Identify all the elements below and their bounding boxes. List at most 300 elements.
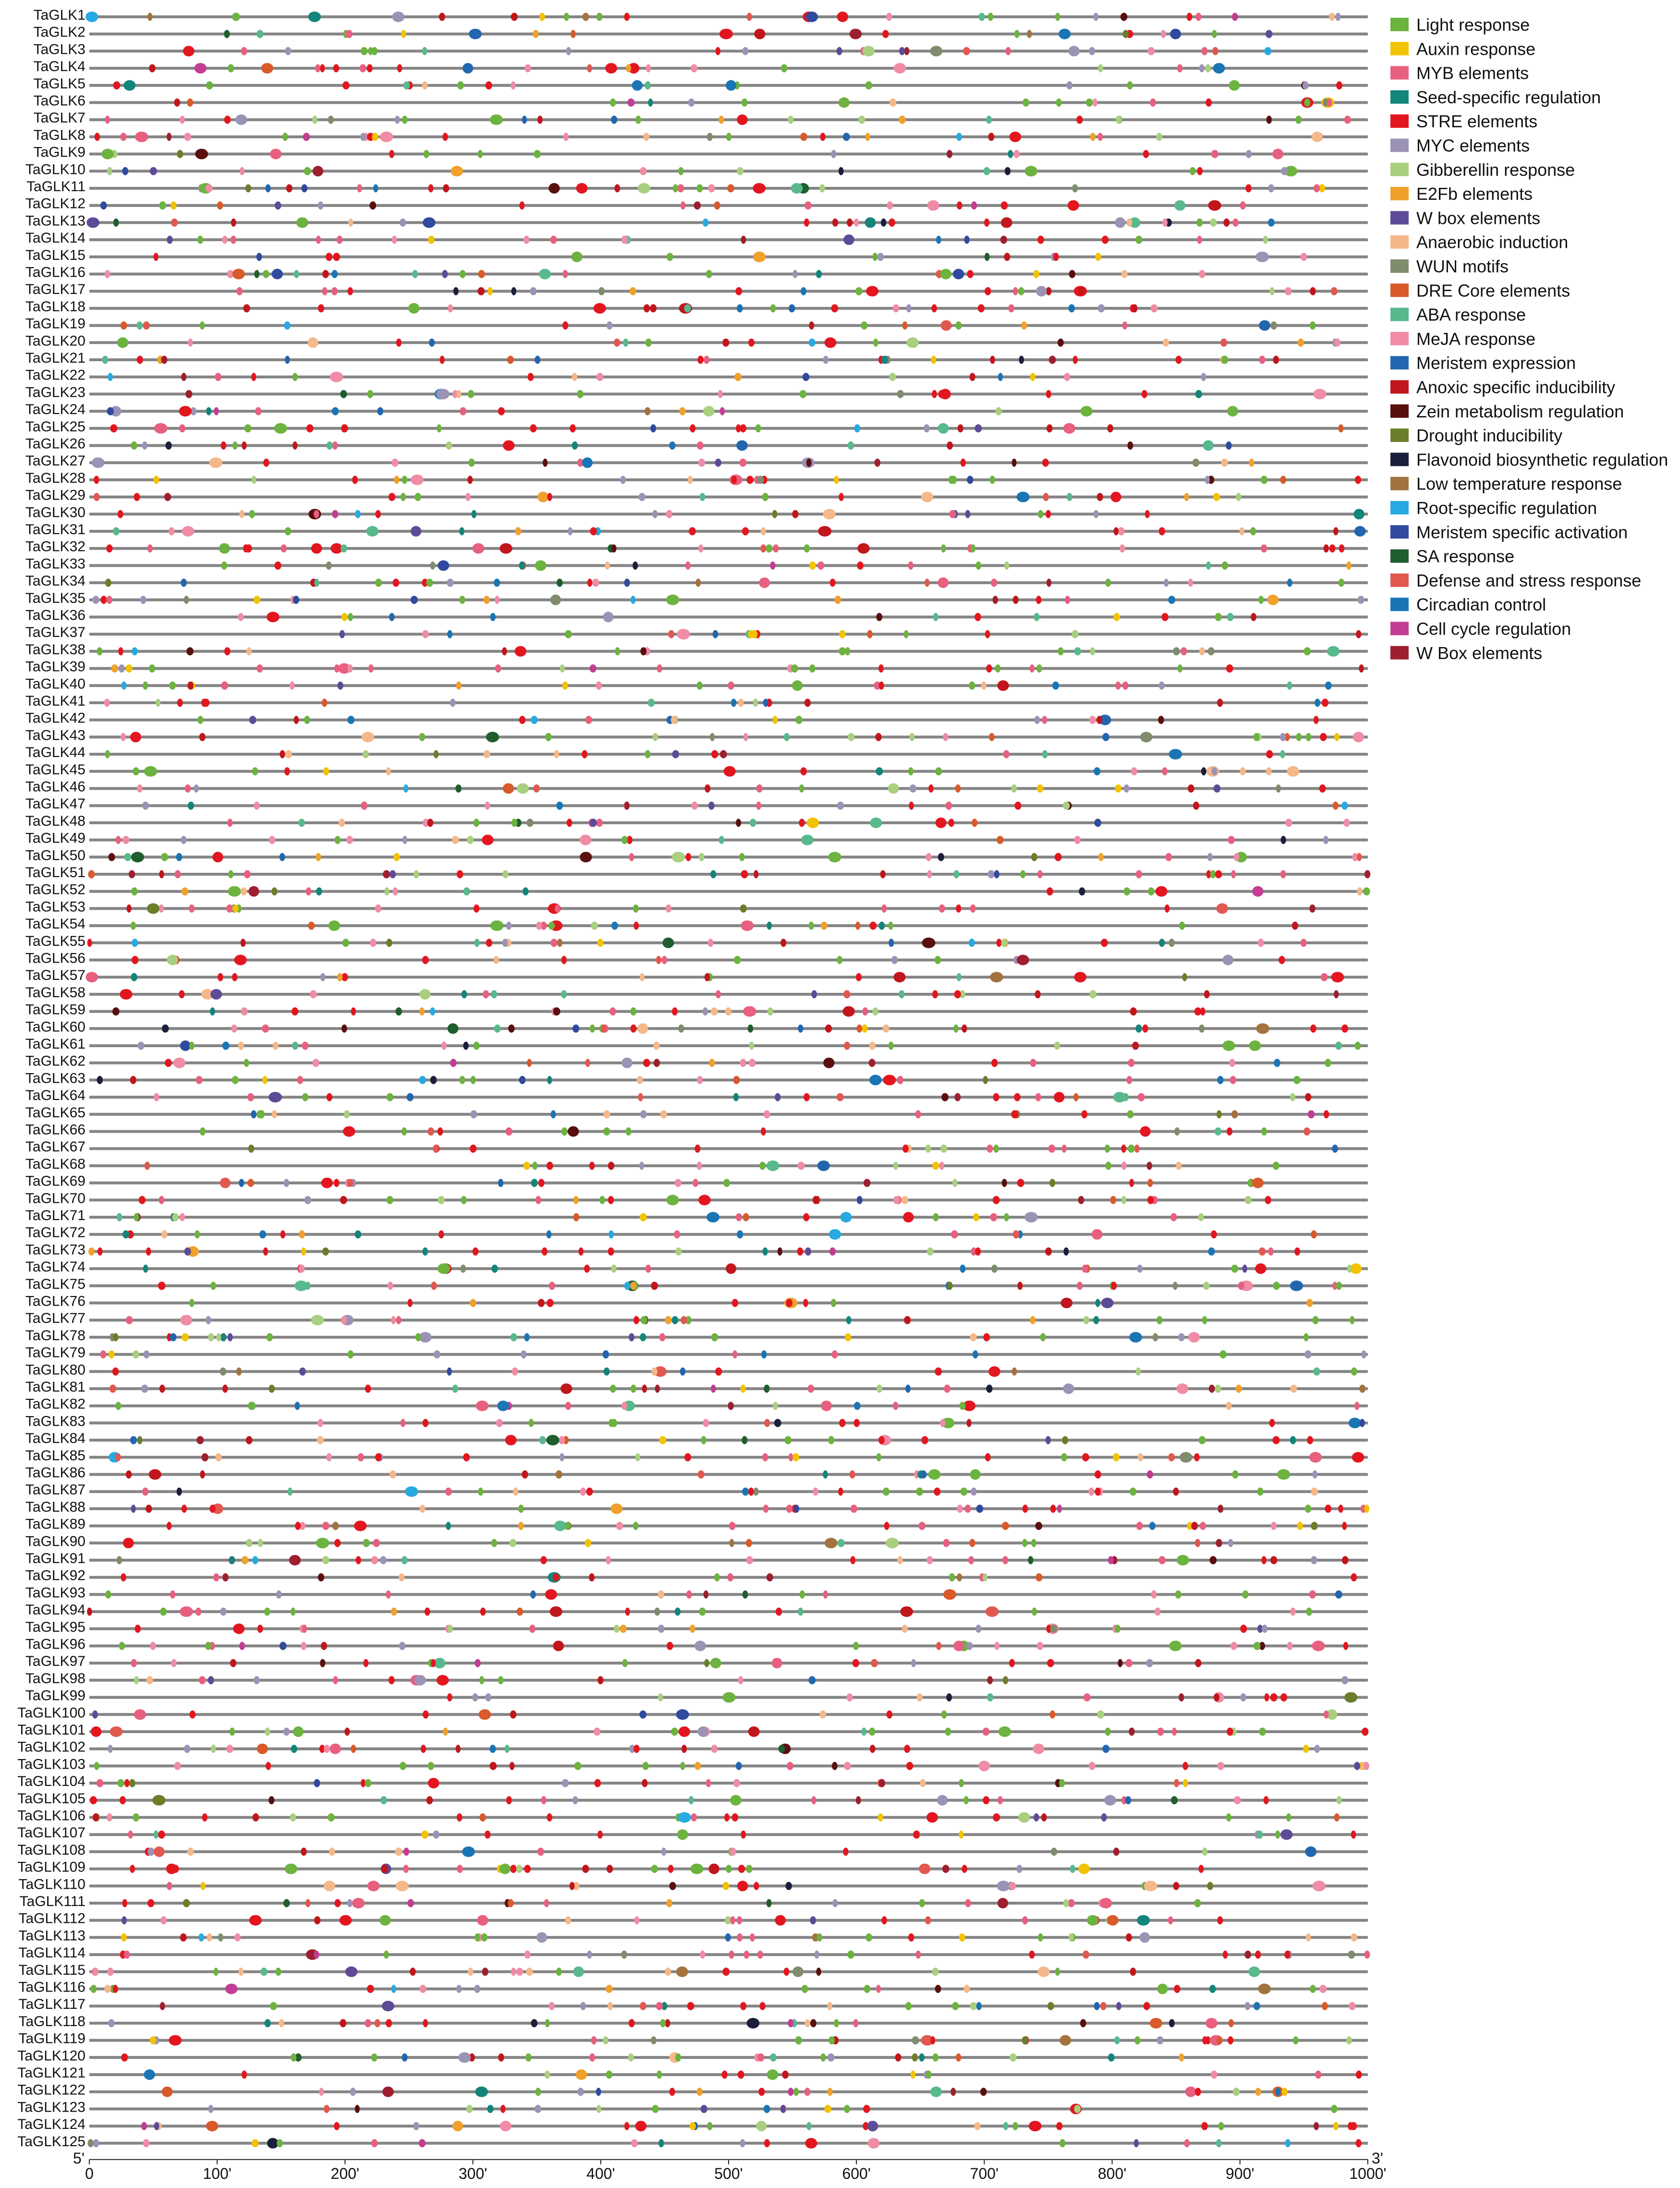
legend-label: Cell cycle regulation bbox=[1416, 619, 1571, 639]
cis-element-meristem-specific-activation bbox=[411, 596, 418, 604]
cis-element-auxin-response bbox=[862, 1025, 868, 1033]
cis-element-gibberellin-response bbox=[517, 783, 529, 794]
cis-element-light-response bbox=[490, 920, 504, 931]
gene-row-taglk12 bbox=[25, 196, 1368, 212]
gene-label: TaGLK111 bbox=[19, 1894, 85, 1909]
cis-element-aba-response bbox=[113, 527, 120, 536]
cis-element-myb-elements bbox=[124, 1951, 130, 1959]
cis-element-cell-cycle-regulation bbox=[627, 98, 634, 107]
cis-element-stre-elements bbox=[320, 64, 325, 73]
cis-element-light-response bbox=[701, 1436, 706, 1444]
cis-element-w-box-elements bbox=[965, 510, 971, 518]
cis-element-stre-elements bbox=[837, 12, 848, 22]
cis-element-stre-elements bbox=[984, 219, 989, 227]
gene-label: TaGLK119 bbox=[18, 2030, 85, 2047]
cis-element-sa-response bbox=[767, 1899, 772, 1907]
cis-element-light-response bbox=[468, 459, 475, 467]
cis-element-stre-elements bbox=[1294, 1247, 1300, 1256]
cis-element-stre-elements bbox=[740, 2002, 746, 2010]
cis-element-myc-elements bbox=[1093, 13, 1098, 21]
cis-element-meristem-expression bbox=[809, 1676, 816, 1684]
cis-element-stre-elements bbox=[166, 1864, 177, 1874]
cis-element-stre-elements bbox=[804, 219, 809, 227]
cis-element-light-response bbox=[1222, 1040, 1235, 1051]
cis-element-myc-elements bbox=[987, 870, 995, 879]
cis-element-myc-elements bbox=[142, 802, 149, 810]
cis-element-cell-cycle-regulation bbox=[971, 201, 977, 209]
cis-element-stre-elements bbox=[1320, 733, 1327, 741]
cis-element-stre-elements bbox=[547, 1161, 553, 1170]
cis-element-meja-response bbox=[1131, 767, 1137, 775]
cis-element-cell-cycle-regulation bbox=[711, 1385, 716, 1393]
axis-tick-label: 300' bbox=[458, 2164, 487, 2182]
cis-element-anoxic-specific-inducibility bbox=[340, 1196, 347, 1204]
cis-element-light-response bbox=[621, 836, 628, 844]
cis-element-myb-elements bbox=[226, 905, 233, 913]
cis-element-myc-elements bbox=[108, 1745, 113, 1753]
cis-element-myb-elements bbox=[916, 1951, 921, 1959]
cis-element-meja-response bbox=[1285, 287, 1292, 295]
cis-element-seed-specific-regulation bbox=[1108, 2054, 1115, 2062]
gene-label: TaGLK18 bbox=[25, 298, 85, 315]
cis-element-meja-response bbox=[347, 664, 353, 672]
cis-element-myc-elements bbox=[997, 1881, 1010, 1891]
cis-element-myc-elements bbox=[1164, 579, 1169, 587]
cis-element-gibberellin-response bbox=[385, 887, 390, 895]
cis-element-light-response bbox=[387, 1093, 394, 1101]
cis-element-meja-response bbox=[887, 201, 893, 209]
cis-element-stre-elements bbox=[605, 63, 617, 73]
legend-item-w-box-elements bbox=[1390, 643, 1542, 663]
cis-element-dre-core-elements bbox=[989, 733, 995, 741]
cis-element-stre-elements bbox=[758, 2088, 765, 2096]
gene-label: TaGLK1 bbox=[33, 7, 85, 23]
cis-element-cell-cycle-regulation bbox=[1232, 13, 1238, 21]
cis-element-meja-response bbox=[886, 13, 892, 21]
cis-element-myb-elements bbox=[131, 1659, 137, 1667]
cis-element-defense-and-stress-response bbox=[1303, 1127, 1310, 1136]
cis-element-low-temperature-response bbox=[1231, 1110, 1238, 1118]
gene-row-taglk98 bbox=[25, 1671, 1368, 1687]
cis-element-root-specific-regulation bbox=[132, 647, 137, 655]
cis-element-stre-elements bbox=[510, 1865, 517, 1873]
cis-element-meja-response bbox=[597, 373, 604, 381]
cis-element-myb-elements bbox=[221, 682, 228, 690]
cis-element-auxin-response bbox=[839, 630, 846, 638]
legend-label: Anoxic specific inducibility bbox=[1416, 377, 1616, 397]
cis-element-aba-response bbox=[292, 1042, 298, 1050]
cis-element-meja-response bbox=[798, 1161, 805, 1170]
cis-element-anaerobic-induction bbox=[823, 509, 836, 519]
cis-element-stre-elements bbox=[1140, 1126, 1151, 1137]
gene-row-taglk70 bbox=[25, 1190, 1368, 1206]
cis-element-myb-elements bbox=[729, 1522, 736, 1530]
cis-element-light-response bbox=[908, 767, 913, 775]
cis-element-zein-metabolism-regulation bbox=[1118, 1659, 1122, 1667]
cis-element-myc-elements bbox=[966, 1642, 973, 1650]
cis-element-auxin-response bbox=[421, 1831, 428, 1839]
cis-element-light-response bbox=[1293, 1076, 1301, 1084]
cis-element-defense-and-stress-response bbox=[1013, 1230, 1020, 1238]
cis-element-anoxic-specific-inducibility bbox=[818, 526, 831, 537]
cis-element-meja-response bbox=[1229, 1059, 1235, 1067]
cis-element-gibberellin-response bbox=[753, 699, 758, 707]
cis-element-w-box-elements bbox=[856, 1796, 861, 1804]
cis-element-stre-elements bbox=[1068, 200, 1079, 211]
cis-element-meja-response bbox=[548, 2002, 555, 2010]
cis-element-myb-elements bbox=[1314, 184, 1320, 193]
cis-element-cell-cycle-regulation bbox=[1308, 1110, 1315, 1118]
cis-element-e2fb-elements bbox=[694, 1762, 701, 1770]
cis-element-myb-elements bbox=[1092, 1229, 1103, 1240]
cis-element-meja-response bbox=[154, 1093, 159, 1101]
cis-element-aba-response bbox=[1067, 493, 1072, 501]
cis-element-stre-elements bbox=[249, 1915, 262, 1926]
cis-element-meristem-specific-activation bbox=[964, 236, 970, 244]
cis-element-aba-response bbox=[403, 81, 410, 89]
cis-element-light-response bbox=[1032, 1608, 1037, 1616]
cis-element-light-response bbox=[995, 664, 1000, 672]
cis-element-stre-elements bbox=[351, 1007, 356, 1015]
cis-element-light-response bbox=[1259, 1728, 1266, 1736]
cis-element-defense-and-stress-response bbox=[115, 1453, 121, 1461]
cis-element-meja-response bbox=[393, 887, 398, 895]
cis-element-drought-inducibility bbox=[147, 903, 159, 914]
cis-element-meja-response bbox=[1089, 1762, 1096, 1770]
cis-element-myb-elements bbox=[825, 1402, 831, 1410]
cis-element-w-box-elements bbox=[1266, 30, 1272, 38]
cis-element-light-response bbox=[474, 819, 480, 827]
cis-element-anaerobic-induction bbox=[187, 1847, 194, 1856]
gene-row-taglk44 bbox=[25, 745, 1368, 760]
cis-element-stre-elements bbox=[587, 579, 592, 587]
gene-label: TaGLK65 bbox=[25, 1104, 85, 1121]
cis-element-anaerobic-induction bbox=[395, 1847, 402, 1856]
cis-element-light-response bbox=[402, 476, 408, 484]
cis-element-anaerobic-induction bbox=[246, 647, 252, 655]
cis-element-gibberellin-response bbox=[420, 989, 431, 1000]
cis-element-circadian-control bbox=[1094, 767, 1100, 775]
cis-element-meristem-expression bbox=[170, 1333, 177, 1341]
cis-element-myc-elements bbox=[472, 1693, 478, 1701]
cis-element-anoxic-specific-inducibility bbox=[754, 870, 758, 879]
cis-element-flavonoid-biosynthetic-regulation bbox=[774, 1419, 781, 1427]
cis-element-root-specific-regulation bbox=[85, 12, 98, 22]
cis-element-light-response bbox=[228, 64, 234, 73]
cis-element-w-box-elements bbox=[1113, 1847, 1120, 1856]
cis-element-stre-elements bbox=[738, 1865, 745, 1873]
cis-element-meja-response bbox=[122, 836, 129, 844]
cis-element-circadian-control bbox=[761, 1350, 767, 1358]
cis-element-auxin-response bbox=[539, 13, 545, 21]
cis-element-stre-elements bbox=[870, 922, 877, 930]
cis-element-myb-elements bbox=[789, 1453, 793, 1461]
cis-element-dre-core-elements bbox=[972, 819, 977, 827]
gene-row-taglk14 bbox=[25, 230, 1368, 246]
cis-element-auxin-response bbox=[748, 630, 755, 638]
axis-tick-label: 400' bbox=[586, 2164, 615, 2182]
cis-element-auxin-response bbox=[401, 30, 406, 38]
cis-element-anoxic-specific-inducibility bbox=[126, 1470, 132, 1479]
cis-element-seed-specific-regulation bbox=[604, 1368, 610, 1376]
cis-element-light-response bbox=[1058, 647, 1064, 655]
cis-element-stre-elements bbox=[340, 1915, 352, 1926]
cis-element-sa-response bbox=[764, 1385, 769, 1393]
cis-element-e2fb-elements bbox=[666, 1899, 672, 1907]
axis-tick-label: 100' bbox=[203, 2164, 231, 2182]
cis-element-anaerobic-induction bbox=[653, 1042, 659, 1050]
cis-element-meja-response bbox=[691, 64, 697, 73]
gene-row-taglk82 bbox=[25, 1396, 1368, 1412]
cis-element-myb-elements bbox=[316, 236, 321, 244]
cis-element-stre-elements bbox=[936, 818, 947, 828]
cis-element-gibberellin-response bbox=[886, 1538, 899, 1548]
legend-item-stre-elements bbox=[1390, 111, 1537, 131]
cis-element-anaerobic-induction bbox=[974, 2122, 981, 2130]
cis-element-light-response bbox=[1250, 527, 1256, 536]
gene-label: TaGLK8 bbox=[33, 127, 85, 143]
cis-element-light-response bbox=[117, 1779, 124, 1787]
cis-element-myb-elements bbox=[544, 1899, 549, 1907]
cis-element-stre-elements bbox=[165, 1059, 172, 1067]
cis-element-anoxic-specific-inducibility bbox=[1195, 1659, 1201, 1667]
cis-element-stre-elements bbox=[341, 424, 348, 432]
cis-element-myc-elements bbox=[142, 441, 147, 450]
cis-element-auxin-response bbox=[932, 1161, 939, 1170]
gene-label: TaGLK32 bbox=[25, 538, 85, 555]
cis-element-auxin-response bbox=[252, 2139, 259, 2147]
cis-element-myb-elements bbox=[772, 1658, 782, 1668]
cis-element-seed-specific-regulation bbox=[767, 922, 772, 930]
cis-element-anoxic-specific-inducibility bbox=[301, 1847, 306, 1856]
cis-element-meristem-specific-activation bbox=[857, 1196, 863, 1204]
cis-element-myb-elements bbox=[1122, 682, 1129, 690]
cis-element-myb-elements bbox=[1268, 1247, 1274, 1256]
cis-element-myb-elements bbox=[1008, 304, 1014, 312]
cis-element-stre-elements bbox=[130, 732, 141, 742]
gene-row-taglk113 bbox=[18, 1928, 1368, 1944]
cis-element-anaerobic-induction bbox=[883, 1025, 889, 1033]
legend-label: Low temperature response bbox=[1416, 474, 1622, 494]
cis-element-light-response bbox=[90, 1985, 97, 1993]
cis-element-aba-response bbox=[784, 733, 790, 741]
cis-element-anoxic-specific-inducibility bbox=[1130, 1007, 1137, 1015]
cis-element-light-response bbox=[564, 13, 569, 21]
legend-label: MYB elements bbox=[1416, 63, 1529, 83]
cis-element-light-response bbox=[304, 716, 310, 724]
cis-element-stre-elements bbox=[567, 819, 572, 827]
cis-element-myc-elements bbox=[93, 2139, 99, 2147]
cis-element-anaerobic-induction bbox=[362, 732, 374, 742]
legend-item-aba-response bbox=[1390, 305, 1526, 325]
cis-element-anaerobic-induction bbox=[399, 1573, 404, 1581]
cis-element-low-temperature-response bbox=[556, 1470, 562, 1479]
gene-row-taglk16 bbox=[25, 265, 1368, 281]
cis-element-light-response bbox=[645, 339, 652, 347]
cis-element-aba-response bbox=[402, 1556, 408, 1565]
cis-element-light-response bbox=[1304, 98, 1311, 107]
cis-element-defense-and-stress-response bbox=[220, 1178, 231, 1188]
cis-element-w-box-elements bbox=[154, 2122, 159, 2130]
cis-element-wun-motifs bbox=[1140, 732, 1152, 742]
cis-element-myb-elements bbox=[1261, 544, 1267, 552]
cis-element-root-specific-regulation bbox=[199, 1933, 204, 1942]
cis-element-anoxic-specific-inducibility bbox=[748, 1726, 760, 1737]
three-prime-label: 3' bbox=[1372, 2149, 1383, 2167]
cis-element-light-response bbox=[1232, 1470, 1238, 1479]
cis-element-auxin-response bbox=[150, 2036, 157, 2044]
cis-element-aba-response bbox=[539, 1436, 546, 1444]
cis-element-sa-response bbox=[255, 270, 260, 278]
cis-element-meja-response bbox=[559, 1436, 565, 1444]
cis-element-aba-response bbox=[987, 1693, 993, 1701]
cis-element-myb-elements bbox=[946, 802, 952, 810]
cis-element-w-box-elements bbox=[1354, 1762, 1360, 1770]
cis-element-gibberellin-response bbox=[1121, 1196, 1126, 1204]
cis-element-meja-response bbox=[580, 835, 592, 845]
cis-element-myc-elements bbox=[1281, 167, 1288, 175]
cis-element-gibberellin-response bbox=[932, 1968, 939, 1976]
cis-element-meja-response bbox=[180, 1213, 185, 1222]
cis-element-light-response bbox=[671, 1728, 678, 1736]
cis-element-light-response bbox=[1275, 1831, 1280, 1839]
cis-element-meja-response bbox=[692, 802, 698, 810]
cis-element-myb-elements bbox=[756, 784, 763, 793]
legend-swatch bbox=[1390, 139, 1409, 152]
cis-element-myb-elements bbox=[882, 905, 887, 913]
gene-label: TaGLK108 bbox=[17, 1842, 85, 1858]
cis-element-aba-response bbox=[1215, 1127, 1221, 1136]
cis-element-defense-and-stress-response bbox=[668, 630, 674, 638]
cis-element-meja-response bbox=[226, 1745, 233, 1753]
cis-element-light-response bbox=[415, 1333, 421, 1341]
cis-element-stre-elements bbox=[530, 424, 536, 432]
cis-element-myb-elements bbox=[135, 132, 148, 142]
legend-swatch bbox=[1390, 428, 1409, 442]
cis-element-w-box-elements bbox=[694, 201, 701, 209]
cis-element-anoxic-specific-inducibility bbox=[970, 373, 975, 381]
cis-element-auxin-response bbox=[1297, 1522, 1303, 1530]
cis-element-light-response bbox=[1020, 870, 1025, 879]
cis-element-w-box-elements bbox=[1209, 1385, 1215, 1393]
cis-element-light-response bbox=[133, 767, 139, 775]
cis-element-anoxic-specific-inducibility bbox=[200, 1470, 205, 1479]
cis-element-myb-elements bbox=[116, 836, 121, 844]
gene-label: TaGLK75 bbox=[25, 1276, 85, 1292]
cis-element-wun-motifs bbox=[1051, 1847, 1057, 1856]
cis-element-stre-elements bbox=[672, 1007, 678, 1015]
cis-element-anaerobic-induction bbox=[572, 373, 577, 381]
cis-element-myb-elements bbox=[1195, 13, 1201, 21]
cis-element-seed-specific-regulation bbox=[131, 973, 137, 981]
cis-element-anoxic-specific-inducibility bbox=[708, 1864, 719, 1874]
gene-row-taglk95 bbox=[25, 1619, 1368, 1635]
cis-element-myb-elements bbox=[1172, 1728, 1177, 1736]
cis-element-auxin-response bbox=[1183, 1779, 1188, 1787]
cis-element-aba-response bbox=[684, 304, 691, 312]
cis-element-light-response bbox=[1306, 1608, 1312, 1616]
cis-element-auxin-response bbox=[959, 1933, 965, 1942]
cis-element-wun-motifs bbox=[930, 46, 943, 56]
cis-element-w-box-elements bbox=[655, 1385, 660, 1393]
cis-element-light-response bbox=[556, 1968, 562, 1976]
cis-element-stre-elements bbox=[1350, 2122, 1357, 2130]
cis-element-low-temperature-response bbox=[332, 1522, 339, 1530]
cis-element-aba-response bbox=[452, 1385, 458, 1393]
cis-element-drought-inducibility bbox=[1311, 1522, 1318, 1530]
cis-element-myc-elements bbox=[607, 321, 612, 330]
cis-element-circadian-control bbox=[462, 1846, 475, 1857]
cis-element-stre-elements bbox=[538, 1179, 545, 1187]
cis-element-stre-elements bbox=[243, 544, 249, 552]
cis-element-seed-specific-regulation bbox=[265, 2019, 271, 2027]
gene-row-taglk6 bbox=[34, 93, 1368, 109]
cis-element-light-response bbox=[677, 1829, 688, 1840]
cis-element-cell-cycle-regulation bbox=[1147, 1470, 1153, 1479]
gene-label: TaGLK64 bbox=[25, 1088, 85, 1104]
cis-element-myb-elements bbox=[990, 1213, 998, 1222]
cis-element-myc-elements bbox=[1124, 784, 1129, 793]
cis-element-light-response bbox=[1249, 1040, 1261, 1051]
gene-row-taglk51 bbox=[25, 865, 1370, 880]
cis-element-meja-response bbox=[231, 1025, 237, 1033]
cis-element-w-box-elements bbox=[998, 1898, 1008, 1908]
cis-element-stre-elements bbox=[1147, 1196, 1154, 1204]
cis-element-seed-specific-regulation bbox=[733, 1093, 739, 1101]
cis-element-meja-response bbox=[596, 682, 602, 690]
cis-element-stre-elements bbox=[1017, 1179, 1024, 1187]
cis-element-myb-elements bbox=[1200, 1522, 1206, 1530]
cis-element-stre-elements bbox=[595, 1779, 601, 1787]
cis-element-meja-response bbox=[104, 699, 110, 707]
cis-element-cell-cycle-regulation bbox=[225, 1984, 238, 1994]
cis-element-seed-specific-regulation bbox=[492, 1265, 498, 1273]
cis-element-meristem-specific-activation bbox=[293, 596, 299, 604]
cis-element-anoxic-specific-inducibility bbox=[560, 1383, 572, 1394]
cis-element-light-response bbox=[770, 304, 776, 312]
cis-element-auxin-response bbox=[793, 1453, 799, 1461]
cis-element-root-specific-regulation bbox=[854, 424, 861, 432]
cis-element-light-response bbox=[426, 579, 433, 587]
cis-element-meja-response bbox=[238, 613, 243, 621]
cis-element-light-response bbox=[572, 252, 583, 262]
cis-element-stre-elements bbox=[1351, 1573, 1357, 1581]
cis-element-w-box-elements bbox=[993, 596, 998, 604]
cis-element-stre-elements bbox=[932, 990, 938, 998]
cis-element-light-response bbox=[714, 1573, 720, 1581]
cis-element-stre-elements bbox=[1205, 98, 1212, 107]
cis-element-myc-elements bbox=[470, 1110, 477, 1118]
cis-element-myc-elements bbox=[318, 201, 324, 209]
cis-element-defense-and-stress-response bbox=[1259, 1247, 1266, 1256]
cis-element-myb-elements bbox=[951, 1230, 958, 1238]
cis-element-myb-elements bbox=[762, 1453, 768, 1461]
cis-element-light-response bbox=[722, 1692, 735, 1703]
cis-element-myb-elements bbox=[147, 544, 153, 552]
cis-element-myb-elements bbox=[919, 1522, 926, 1530]
cis-element-myb-elements bbox=[691, 1813, 697, 1821]
cis-element-dre-core-elements bbox=[232, 269, 245, 280]
cis-element-meja-response bbox=[174, 1762, 181, 1770]
cis-element-auxin-response bbox=[254, 596, 260, 604]
cis-element-stre-elements bbox=[486, 81, 492, 89]
cis-element-wun-motifs bbox=[991, 1265, 998, 1273]
cis-element-auxin-response bbox=[428, 236, 435, 244]
cis-element-light-response bbox=[941, 544, 946, 552]
cis-element-dre-core-elements bbox=[1339, 424, 1344, 432]
cis-element-light-response bbox=[195, 1230, 200, 1238]
cis-element-light-response bbox=[988, 13, 994, 21]
